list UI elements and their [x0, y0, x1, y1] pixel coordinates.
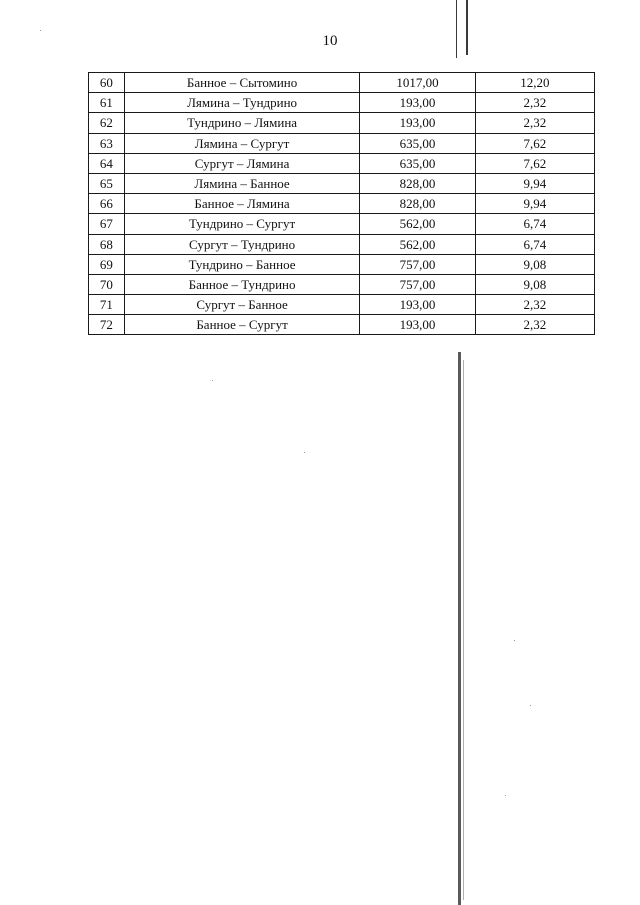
- scan-speck: [514, 640, 515, 641]
- table-row: [89, 93, 595, 113]
- route-cell: Лямина – Тундрино: [124, 93, 360, 113]
- distance-cell: 828,00: [360, 173, 475, 193]
- row-number-cell: 68: [89, 234, 125, 254]
- row-number-cell: 69: [89, 254, 125, 274]
- price-cell: 7,62: [475, 133, 594, 153]
- route-cell: Банное – Сытомино: [124, 73, 360, 93]
- table-row: [89, 234, 595, 254]
- route-cell: Тундрино – Банное: [124, 254, 360, 274]
- distance-cell: 562,00: [360, 234, 475, 254]
- price-cell: 2,32: [475, 315, 594, 335]
- price-cell: 12,20: [475, 73, 594, 93]
- distance-cell: 1017,00: [360, 73, 475, 93]
- price-cell: 9,08: [475, 274, 594, 294]
- scan-binding-line-top-right: [466, 0, 468, 55]
- route-cell: Лямина – Сургут: [124, 133, 360, 153]
- table-row: [89, 133, 595, 153]
- scan-binding-line-top-left: [456, 0, 457, 58]
- distance-cell: 193,00: [360, 93, 475, 113]
- distance-cell: 193,00: [360, 315, 475, 335]
- row-number-cell: 71: [89, 295, 125, 315]
- table-row: [89, 73, 595, 93]
- price-cell: 6,74: [475, 214, 594, 234]
- route-cell: Сургут – Лямина: [124, 153, 360, 173]
- row-number-cell: 60: [89, 73, 125, 93]
- row-number-cell: 67: [89, 214, 125, 234]
- table-row: [89, 254, 595, 274]
- route-cell: Банное – Тундрино: [124, 274, 360, 294]
- route-cell: Сургут – Тундрино: [124, 234, 360, 254]
- price-cell: 2,32: [475, 295, 594, 315]
- routes-table-body: [89, 73, 595, 335]
- distance-cell: 562,00: [360, 214, 475, 234]
- table-row: [89, 315, 595, 335]
- distance-cell: 635,00: [360, 133, 475, 153]
- price-cell: 2,32: [475, 113, 594, 133]
- row-number-cell: 66: [89, 194, 125, 214]
- row-number-cell: 62: [89, 113, 125, 133]
- distance-cell: 757,00: [360, 274, 475, 294]
- table-row: [89, 214, 595, 234]
- scan-speck: [304, 452, 305, 453]
- distance-cell: 635,00: [360, 153, 475, 173]
- price-cell: 9,94: [475, 194, 594, 214]
- distance-cell: 757,00: [360, 254, 475, 274]
- row-number-cell: 61: [89, 93, 125, 113]
- price-cell: 2,32: [475, 93, 594, 113]
- distance-cell: 193,00: [360, 113, 475, 133]
- table-row: [89, 295, 595, 315]
- price-cell: 6,74: [475, 234, 594, 254]
- row-number-cell: 63: [89, 133, 125, 153]
- scan-binding-line-lower: [458, 352, 461, 905]
- table-row: [89, 113, 595, 133]
- table-row: [89, 173, 595, 193]
- row-number-cell: 70: [89, 274, 125, 294]
- row-number-cell: 64: [89, 153, 125, 173]
- scan-binding-line-lower-faint: [463, 360, 464, 900]
- scan-speck: [530, 705, 531, 706]
- distance-cell: 193,00: [360, 295, 475, 315]
- route-cell: Сургут – Банное: [124, 295, 360, 315]
- row-number-cell: 65: [89, 173, 125, 193]
- price-cell: 7,62: [475, 153, 594, 173]
- price-cell: 9,94: [475, 173, 594, 193]
- route-cell: Банное – Сургут: [124, 315, 360, 335]
- scan-speck: [212, 380, 213, 381]
- price-cell: 9,08: [475, 254, 594, 274]
- scan-speck: [40, 30, 41, 31]
- route-cell: Банное – Лямина: [124, 194, 360, 214]
- page-number: 10: [322, 33, 338, 49]
- route-cell: Лямина – Банное: [124, 173, 360, 193]
- table-row: [89, 194, 595, 214]
- row-number-cell: 72: [89, 315, 125, 335]
- table-row: [89, 153, 595, 173]
- table-row: [89, 274, 595, 294]
- scan-speck: [505, 795, 506, 796]
- route-cell: Тундрино – Лямина: [124, 113, 360, 133]
- routes-table: [88, 72, 595, 335]
- route-cell: Тундрино – Сургут: [124, 214, 360, 234]
- distance-cell: 828,00: [360, 194, 475, 214]
